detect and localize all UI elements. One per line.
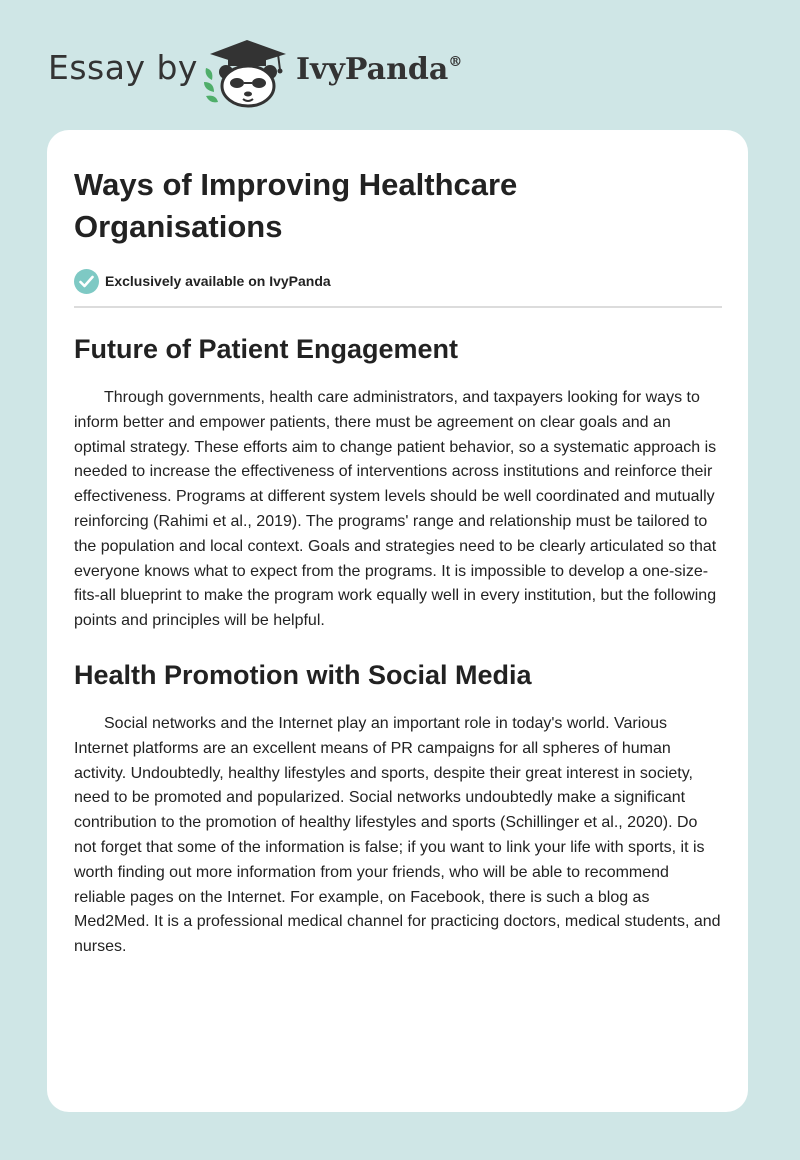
divider (74, 306, 722, 308)
check-icon (74, 269, 99, 294)
section-heading: Health Promotion with Social Media (74, 659, 532, 690)
article-card (47, 130, 748, 1112)
exclusive-badge (74, 268, 722, 294)
registered-mark: ® (448, 54, 463, 70)
site-header (0, 0, 800, 130)
section-paragraph: Through governments, health care administrators, and taxpayers looking for ways to inform better and empower patients, there must be agreement on clear goals and an optimal strategy. These efforts aim to change patient behavior, so a systematic approach is needed to increase the effectiveness of interventions across institutions and reinforce their effectiveness. Programs at different system levels should be well coordinated and mutually reinforcing (Rahimi et al., 2019). The programs' range and relationship must be tailored to the population and local context. Goals and strategies need to be clearly articulated so that everyone knows what to expect from the programs. It is impossible to develop a one-size-fits-all blueprint to make the program work equally well in every institution, but the following points and principles will be helpful. (74, 389, 717, 630)
section-paragraph: Social networks and the Internet play an important role in today's world. Various Internet platforms are an excellent means of PR campaigns for all spheres of human activity. Undoubtedly, healthy lifestyles and sports, despite their great interest in society, need to be promoted and popularized. Social networks undoubtedly make a significant contribution to the promotion of healthy lifestyles and sports (Schillinger et al., 2020). Do not forget that some of the information is false; if you want to link your life with sports, it is worth finding out more information from your friends, who will be able to recommend reliable pages on the Internet. For example, on Facebook, there is such a blog as Med2Med. It is a professional medical channel for practicing doctors, medical students, and nurses. (74, 714, 721, 956)
exclusive-label: Exclusively available on IvyPanda (105, 273, 331, 289)
brand-name[interactable]: IvyPanda® (296, 52, 463, 87)
article-title: Ways of Improving Healthcare Organisations (74, 167, 518, 244)
section-heading: Future of Patient Engagement (74, 334, 459, 364)
panda-logo-icon[interactable] (200, 36, 294, 108)
essay-by-label: Essay by (48, 48, 198, 87)
